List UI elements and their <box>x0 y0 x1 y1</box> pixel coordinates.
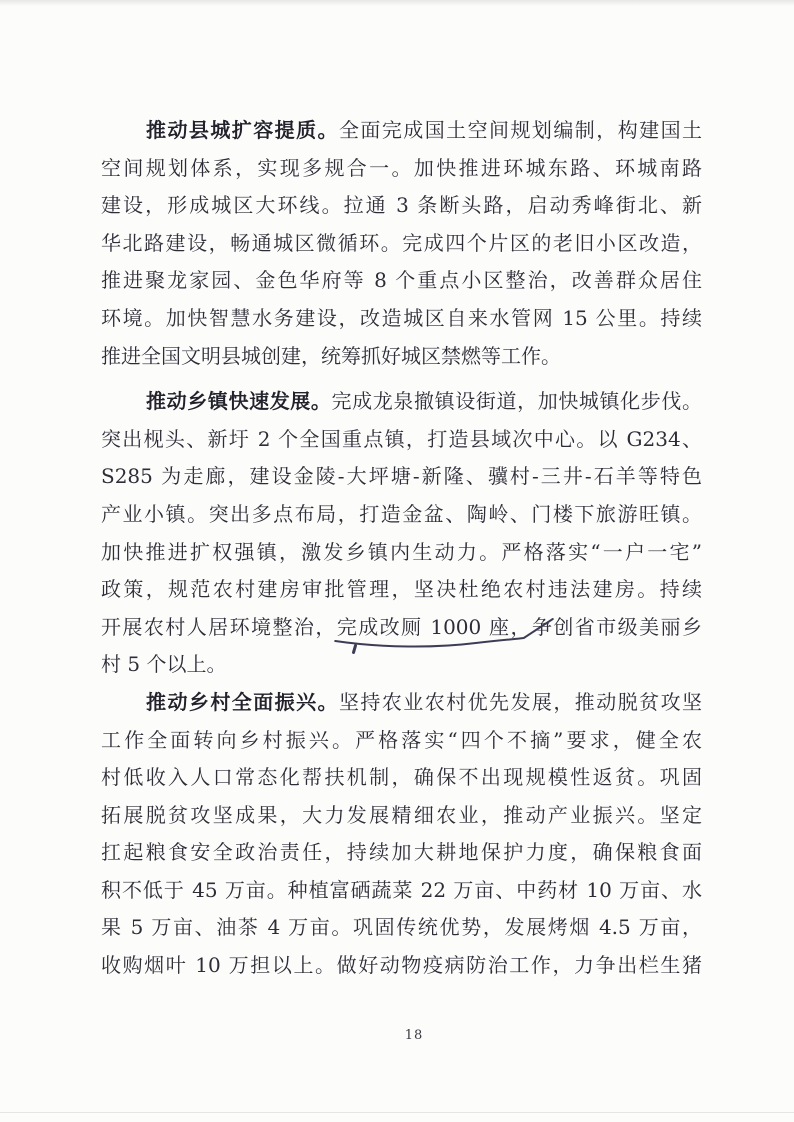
text-line <box>101 421 702 459</box>
page-number: 18 <box>404 1028 424 1043</box>
text-segment: 建设，形成城区大环线。拉通 3 条断头路，启动秀峰街北、新 <box>101 193 702 218</box>
text-segment: 推进全国文明县城创建，统筹抓好城区禁燃等工作。 <box>101 343 561 368</box>
pen-underline-mark <box>333 632 556 648</box>
text-segment: 村低收入人口常态化帮扶机制，确保不出现规模性返贫。巩固 <box>101 765 702 790</box>
text-line <box>101 646 702 684</box>
text-segment: 拓展脱贫攻坚成果，大力发展精细农业，推动产业振兴。坚定 <box>101 802 702 827</box>
text-line <box>101 872 702 910</box>
text-line <box>101 834 702 872</box>
text-line <box>101 112 702 150</box>
text-line <box>101 225 702 263</box>
text-segment: 工作全面转向乡村振兴。严格落实“四个不摘”要求，健全农 <box>101 727 702 752</box>
text-line <box>101 571 702 609</box>
text-line <box>101 684 702 722</box>
paragraph-township-development <box>101 383 702 684</box>
text-segment: 华北路建设，畅通城区微循环。完成四个片区的老旧小区改造， <box>101 230 702 255</box>
paragraph-rural-revitalization <box>101 684 702 985</box>
text-segment: 果 5 万亩、油茶 4 万亩。巩固传统优势，发展烤烟 4.5 万亩， <box>101 915 702 940</box>
text-segment: 产业小镇。突出多点布局，打造金盆、陶岭、门楼下旅游旺镇。 <box>101 501 702 526</box>
text-segment: 完成龙泉撤镇设街道，加快城镇化步伐。 <box>331 389 703 414</box>
text-segment: 村 5 个以上。 <box>101 652 227 677</box>
text-segment: 开展农村人居环境整治， <box>101 614 337 639</box>
text-segment: 推进聚龙家园、金色华府等 8 个重点小区整治，改善群众居住 <box>101 268 702 293</box>
text-line <box>101 609 702 647</box>
text-segment: 争创省市级美丽乡 <box>531 614 702 639</box>
text-segment: S285 为走廊，建设金陵-大坪塘-新隆、骥村-三井-石羊等特色 <box>101 464 702 489</box>
text-line <box>101 150 702 188</box>
text-line <box>101 759 702 797</box>
text-segment: 空间规划体系，实现多规合一。加快推进环城东路、环城南路 <box>101 155 702 180</box>
text-line <box>101 534 702 572</box>
text-line <box>101 187 702 225</box>
text-line <box>101 909 702 947</box>
text-segment: 政策，规范农村建房审批管理，坚决杜绝农村违法建房。持续 <box>101 577 702 602</box>
text-line <box>101 947 702 985</box>
text-segment: 收购烟叶 10 万担以上。做好动物疫病防治工作，力争出栏生猪 <box>101 953 702 978</box>
text-segment: 坚持农业农村优先发展，推动脱贫攻坚 <box>338 689 703 714</box>
paragraph-heading: 推动县城扩容提质。 <box>146 118 339 142</box>
paragraph-county-expansion <box>101 112 702 375</box>
scan-top-edge <box>0 0 794 6</box>
text-segment: 突出枧头、新圩 2 个全国重点镇，打造县域次中心。以 G234、 <box>101 426 702 451</box>
text-line <box>101 383 702 421</box>
text-line <box>101 458 702 496</box>
text-line <box>101 722 702 760</box>
text-line <box>101 496 702 534</box>
document-body <box>101 112 702 985</box>
paragraph-heading: 推动乡村全面振兴。 <box>146 689 339 714</box>
text-line <box>101 262 702 300</box>
text-line <box>101 338 702 376</box>
text-segment: 扛起粮食安全政治责任，持续加大耕地保护力度，确保粮食面 <box>101 840 702 865</box>
pen-underlined-text: 完成改厕 1000 座， <box>337 615 532 639</box>
text-segment: 全面完成国土空间规划编制，构建国土 <box>338 118 703 142</box>
text-line <box>101 797 702 835</box>
text-segment: 积不低于 45 万亩。种植富硒蔬菜 22 万亩、中药材 10 万亩、水 <box>101 877 702 902</box>
paragraph-heading: 推动乡镇快速发展。 <box>146 389 332 414</box>
text-segment: 环境。加快智慧水务建设，改造城区自来水管网 15 公里。持续 <box>101 305 702 330</box>
scan-bottom-edge <box>0 1112 794 1113</box>
text-line <box>101 300 702 338</box>
text-segment: 加快推进扩权强镇，激发乡镇内生动力。严格落实“一户一宅” <box>101 539 702 564</box>
